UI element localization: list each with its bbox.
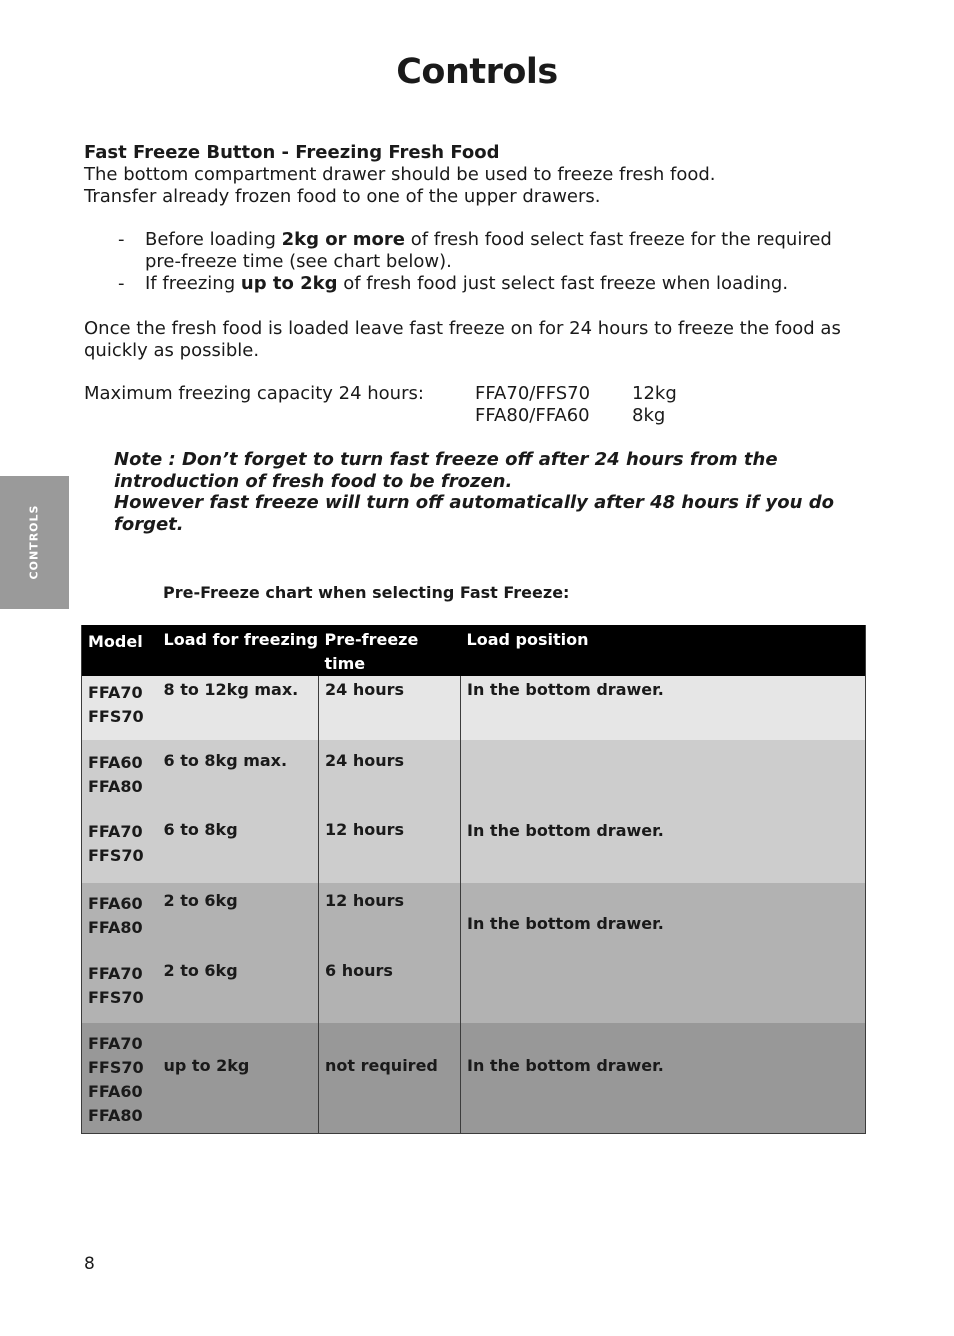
bullet-text: of fresh food select fast freeze for the required pre-freeze time (see chart below). <box>145 229 832 272</box>
table-row <box>82 676 866 740</box>
side-tab <box>0 476 69 609</box>
table-row <box>82 1023 866 1133</box>
side-tab-label: CONTROLS <box>27 504 41 580</box>
bullet-text: of fresh food just select fast freeze when loading. <box>337 273 789 294</box>
load-cell: 2 to 6kg <box>158 953 319 1023</box>
pre-freeze-table <box>81 625 866 1134</box>
model-name: FFA80 <box>88 777 143 796</box>
list-item <box>118 273 858 295</box>
load-cell: 2 to 6kg <box>158 883 319 953</box>
fast-freeze-section <box>84 142 884 208</box>
page-number: 8 <box>84 1254 95 1274</box>
capacity-amount: 12kg <box>632 383 677 404</box>
section-heading: Fast Freeze Button - Freezing Fresh Food <box>84 142 500 163</box>
model-cell <box>82 953 158 1023</box>
load-cell: up to 2kg <box>158 1023 319 1133</box>
time-cell: not required <box>319 1023 461 1133</box>
model-cell <box>82 810 158 883</box>
model-name: FFS70 <box>88 846 144 865</box>
dash-bullet: - <box>118 229 125 250</box>
model-name: FFA70 <box>88 683 143 702</box>
load-cell: 6 to 8kg <box>158 810 319 883</box>
model-cell <box>82 740 158 810</box>
position-cell: In the bottom drawer. <box>461 676 866 740</box>
model-name: FFS70 <box>88 707 144 726</box>
page-title: Controls <box>396 52 558 92</box>
capacity-model: FFA70/FFS70 <box>475 383 591 404</box>
note-line: Note : Don’t forget to turn fast freeze off after 24 hours from the introduction of fresh food to be frozen. <box>114 449 778 492</box>
model-name: FFA70 <box>88 1034 143 1053</box>
column-header-model: Model <box>82 625 158 676</box>
capacity-label: Maximum freezing capacity 24 hours: <box>84 383 424 404</box>
column-header-time: Pre-freeze time <box>319 625 461 676</box>
chart-caption: Pre-Freeze chart when selecting Fast Freeze: <box>163 583 570 602</box>
model-cell <box>82 676 158 740</box>
time-cell: 24 hours <box>319 740 461 810</box>
capacity-amount: 8kg <box>632 405 666 426</box>
note <box>114 449 874 535</box>
intro-line: The bottom compartment drawer should be used to freeze fresh food. <box>84 164 716 185</box>
instruction-list <box>118 229 858 295</box>
table-header-row <box>82 625 866 676</box>
model-cell <box>82 1023 158 1133</box>
model-cell <box>82 883 158 953</box>
position-cell: In the bottom drawer. <box>461 740 866 883</box>
list-item <box>118 229 858 273</box>
column-header-load: Load for freezing <box>158 625 319 676</box>
intro-line: Transfer already frozen food to one of the upper drawers. <box>84 186 601 207</box>
model-name: FFA80 <box>88 1106 143 1125</box>
time-cell: 12 hours <box>319 810 461 883</box>
model-name: FFA60 <box>88 753 143 772</box>
load-cell: 6 to 8kg max. <box>158 740 319 810</box>
bullet-text: If freezing <box>145 273 241 294</box>
model-name: FFA60 <box>88 1082 143 1101</box>
time-cell: 12 hours <box>319 883 461 953</box>
table-row <box>82 740 866 810</box>
note-line: However fast freeze will turn off automatically after 48 hours if you do forget. <box>114 492 834 535</box>
column-header-position: Load position <box>461 625 866 676</box>
load-cell: 8 to 12kg max. <box>158 676 319 740</box>
dash-bullet: - <box>118 273 125 294</box>
time-cell: 24 hours <box>319 676 461 740</box>
position-cell: In the bottom drawer. <box>461 1023 866 1133</box>
table-row <box>82 883 866 953</box>
capacity-amounts <box>632 383 677 427</box>
model-name: FFA70 <box>88 822 143 841</box>
time-cell: 6 hours <box>319 953 461 1023</box>
bullet-emphasis: 2kg or more <box>281 229 405 250</box>
model-name: FFA80 <box>88 918 143 937</box>
capacity-models <box>475 383 590 427</box>
once-loaded-paragraph: Once the fresh food is loaded leave fast freeze on for 24 hours to freeze the food as quickly as possible. <box>84 318 841 361</box>
model-name: FFS70 <box>88 1058 144 1077</box>
bullet-text: Before loading <box>145 229 282 250</box>
capacity-model: FFA80/FFA60 <box>475 405 590 426</box>
model-name: FFS70 <box>88 988 144 1007</box>
model-name: FFA60 <box>88 894 143 913</box>
position-cell: In the bottom drawer. <box>461 883 866 1023</box>
bullet-emphasis: up to 2kg <box>240 273 338 294</box>
model-name: FFA70 <box>88 964 143 983</box>
